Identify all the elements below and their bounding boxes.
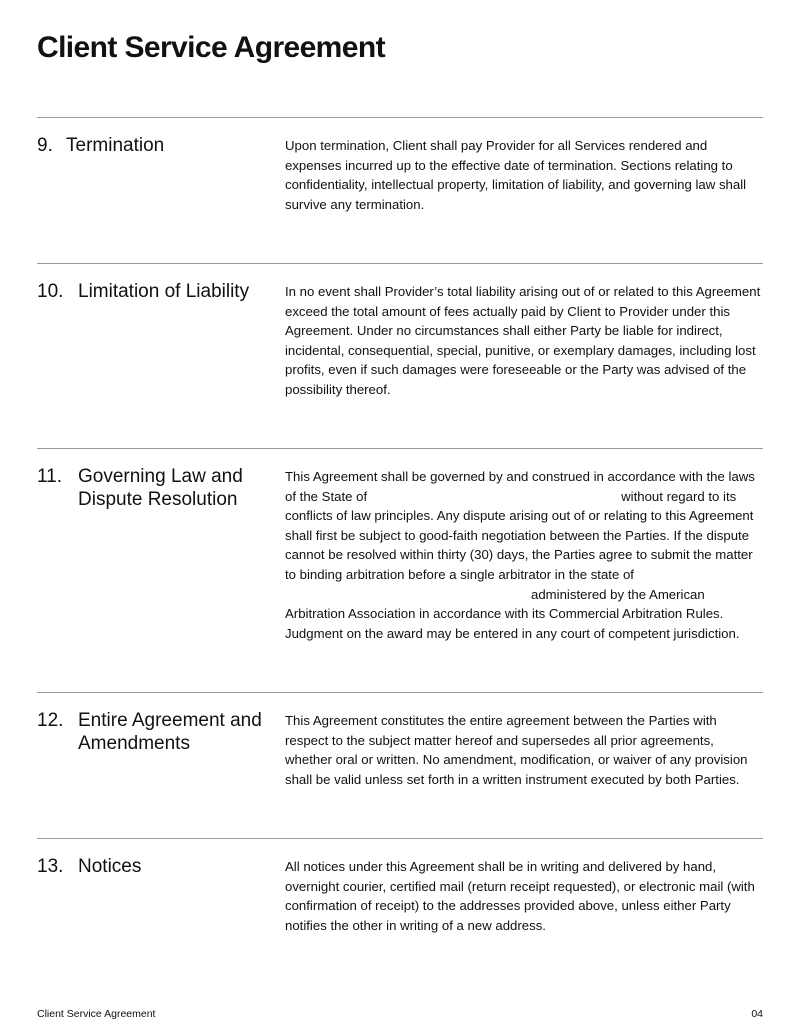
section-title: Entire Agreement and Amendments bbox=[78, 710, 262, 754]
section-termination bbox=[37, 117, 763, 212]
section-title: Notices bbox=[78, 856, 142, 877]
section-body: Upon termination, Client shall pay Provider for all Services rendered and expenses incurred up to the effective date of termination. Sections relating to confidentiality, intellectual property, limitation of liability, and governing law shall survive any termination. bbox=[285, 138, 747, 212]
section-notices bbox=[37, 838, 763, 933]
section-body: All notices under this Agreement shall be in writing and delivered by hand, overnight courier, certified mail (return receipt requested), or electronic mail (with confirmation of receipt) to the addresses provided above, unless either Party notifies the other in writing of a new address. bbox=[285, 859, 755, 933]
section-number: 12. bbox=[37, 710, 64, 731]
section-heading bbox=[37, 709, 267, 755]
section-heading bbox=[37, 855, 267, 878]
section-body: In no event shall Provider’s total liability arising out of or related to this Agreement exceed the total amount of fees actually paid by Client to Provider under this Agreement. Under no circumstances shall either Party be liable for indirect, incidental, consequential, special, punitive, or exemplary damages, including lost profits, even if such damages were foreseeable or the Party was advised of the possibility thereof. bbox=[285, 284, 761, 397]
section-body-part-1: This Agreement shall be governed by and construed in accordance with the laws of the State of bbox=[285, 469, 755, 504]
section-number: 11. bbox=[37, 466, 63, 487]
section-body: This Agreement constitutes the entire agreement between the Parties with respect to the subject matter hereof and supersedes all prior agreements, whether oral or written. No amendment, modification, or waiver of any provision shall be valid unless set forth in a written instrument executed by both Parties. bbox=[285, 713, 748, 787]
document-page bbox=[37, 0, 763, 1035]
section-body-part-2: without regard to its conflicts of law principles. Any dispute arising out of or relating to this Agreement shall first be subject to good-faith negotiation between the Parties. If the dispute cannot be resolved within thirty (30) days, the Parties agree to submit the matter to binding arbitration before a single arbitrator in the state of bbox=[285, 488, 754, 582]
section-governing-law bbox=[37, 448, 763, 641]
document-title: Client Service Agreement bbox=[37, 31, 385, 64]
section-number: 13. bbox=[37, 856, 64, 877]
section-body bbox=[285, 467, 763, 643]
section-heading bbox=[37, 465, 267, 511]
section-number: 9. bbox=[37, 135, 53, 156]
section-limitation-of-liability bbox=[37, 263, 763, 397]
section-heading bbox=[37, 134, 267, 157]
section-title: Termination bbox=[66, 135, 165, 156]
section-title: Governing Law and Dispute Resolution bbox=[78, 466, 243, 510]
section-heading bbox=[37, 280, 267, 303]
section-entire-agreement bbox=[37, 692, 763, 787]
footer-page-number: 04 bbox=[751, 1008, 763, 1020]
section-number: 10. bbox=[37, 281, 64, 302]
footer-document-title: Client Service Agreement bbox=[37, 1008, 156, 1020]
section-title: Limitation of Liability bbox=[78, 281, 250, 302]
section-body-part-3: administered by the American Arbitration Association in accordance with its Commercial Arbitration Rules. Judgment on the award may be entered in any court of competent jurisdiction. bbox=[285, 586, 740, 641]
